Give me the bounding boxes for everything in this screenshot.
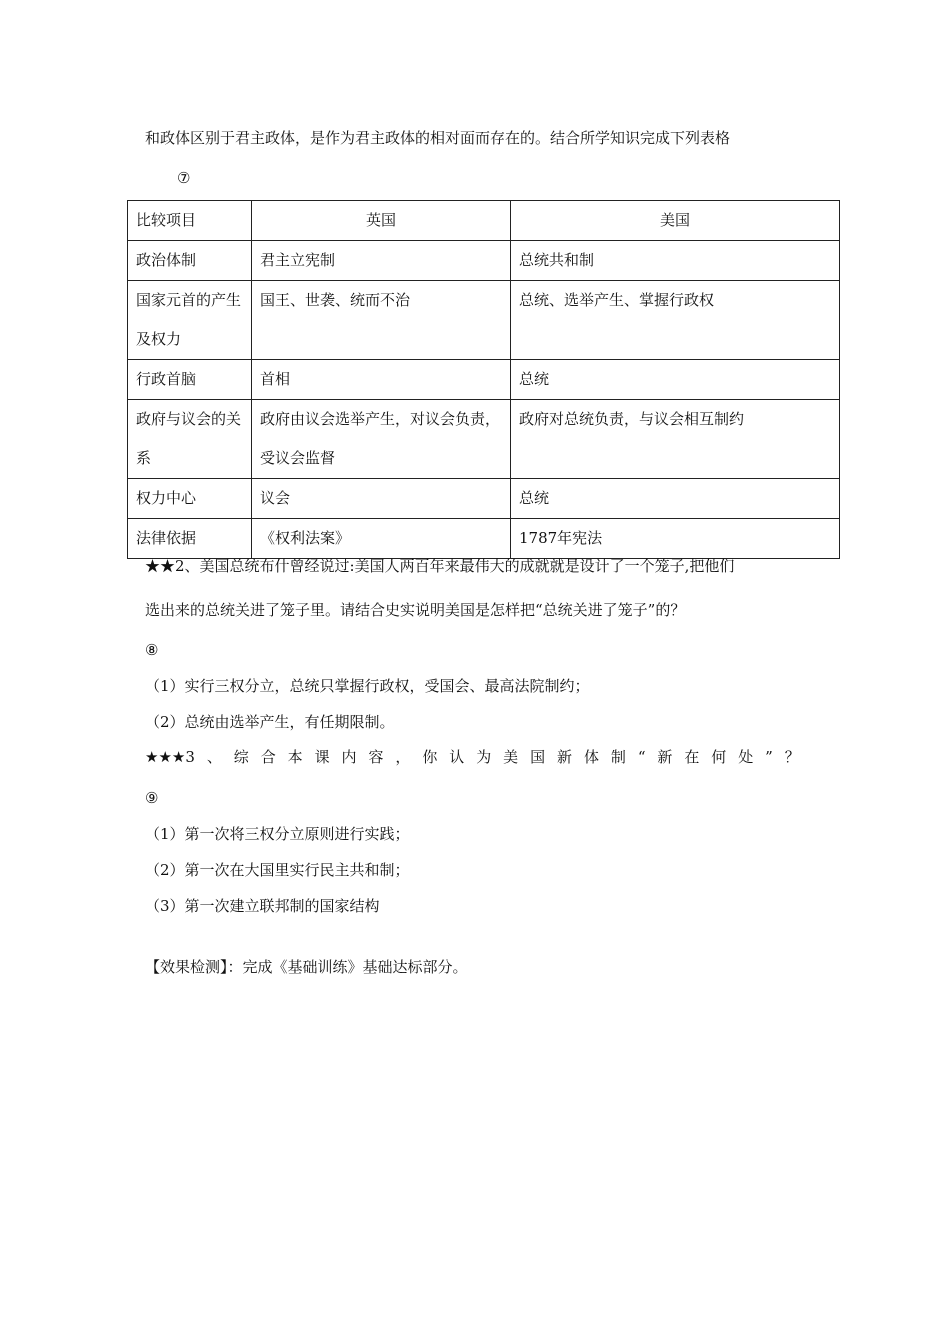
question-3-char: 你: [422, 748, 438, 766]
table-row: [128, 400, 840, 479]
answer-3-1: （1）第一次将三权分立原则进行实践；: [145, 825, 410, 843]
table-row: [128, 241, 840, 281]
table-cell: 议会: [252, 479, 511, 519]
marker-9: ⑨: [145, 789, 159, 807]
table-cell: 政府与议会的关系: [128, 400, 252, 479]
question-3-char: 国: [530, 748, 546, 766]
question-3-char: 、: [206, 748, 222, 766]
table-cell: 政府由议会选举产生，对议会负责，受议会监督: [252, 400, 511, 479]
table-row: [128, 281, 840, 360]
question-3-char: ，: [395, 748, 411, 766]
table-cell: 总统、选举产生、掌握行政权: [511, 281, 840, 360]
question-3-line: [145, 747, 800, 767]
table-row: [128, 479, 840, 519]
table-cell: 政府对总统负责，与议会相互制约: [511, 400, 840, 479]
table-cell: 国家元首的产生及权力: [128, 281, 252, 360]
question-3-char: ？: [784, 748, 800, 766]
question-3-char: ”: [765, 748, 773, 766]
question-3-char: 综: [233, 748, 249, 766]
question-3-char: 内: [341, 748, 357, 766]
header-cell: 美国: [511, 201, 840, 241]
effect-check-line: 【效果检测】：完成《基础训练》基础达标部分。: [145, 958, 468, 976]
table-row: [128, 360, 840, 400]
question-3-char: 新: [657, 748, 673, 766]
table-cell: 政治体制: [128, 241, 252, 281]
table-cell: 行政首脑: [128, 360, 252, 400]
table-cell: 《权利法案》: [252, 519, 511, 559]
table-cell: 1787年宪法: [511, 519, 840, 559]
question-3-char: 本: [287, 748, 303, 766]
question-3-char: ★★★3: [145, 748, 195, 766]
comparison-table: [127, 200, 840, 559]
question-3-char: 体: [583, 748, 599, 766]
answer-3-3: （3）第一次建立联邦制的国家结构: [145, 897, 380, 915]
answer-3-2: （2）第一次在大国里实行民主共和制；: [145, 861, 410, 879]
table-cell: 国王、世袭、统而不治: [252, 281, 511, 360]
question-3-char: 在: [684, 748, 700, 766]
question-3-char: 制: [610, 748, 626, 766]
table-cell: 权力中心: [128, 479, 252, 519]
question-2-line-2: 选出来的总统关进了笼子里。请结合史实说明美国是怎样把“总统关进了笼子”的？: [145, 601, 686, 619]
question-3-char: 新: [557, 748, 573, 766]
table-cell: 君主立宪制: [252, 241, 511, 281]
question-3-char: 处: [738, 748, 754, 766]
answer-2-1: （1）实行三权分立，总统只掌握行政权，受国会、最高法院制约；: [145, 677, 590, 695]
table-cell: 总统共和制: [511, 241, 840, 281]
table-cell: 法律依据: [128, 519, 252, 559]
table-cell: 首相: [252, 360, 511, 400]
header-cell: 比较项目: [128, 201, 252, 241]
question-3-char: 认: [449, 748, 465, 766]
marker-7: ⑦: [177, 169, 191, 187]
table-cell: 总统: [511, 479, 840, 519]
answer-2-2: （2）总统由选举产生，有任期限制。: [145, 713, 395, 731]
header-cell: 英国: [252, 201, 511, 241]
table-cell: 总统: [511, 360, 840, 400]
question-3-char: 为: [476, 748, 492, 766]
question-3-char: 美: [503, 748, 519, 766]
question-3-char: “: [637, 748, 646, 766]
question-3-char: 合: [260, 748, 276, 766]
intro-paragraph: 和政体区别于君主政体，是作为君主政体的相对面而存在的。结合所学知识完成下列表格: [145, 129, 731, 147]
question-3-char: 课: [314, 748, 330, 766]
question-2-line-1: ★★2、美国总统布什曾经说过:美国人两百年来最伟大的成就就是设计了一个笼子,把他们: [145, 557, 735, 575]
question-3-char: 何: [711, 748, 727, 766]
question-3-char: 容: [368, 748, 384, 766]
table-row: [128, 519, 840, 559]
marker-8: ⑧: [145, 641, 159, 659]
table-header-row: [128, 201, 840, 241]
